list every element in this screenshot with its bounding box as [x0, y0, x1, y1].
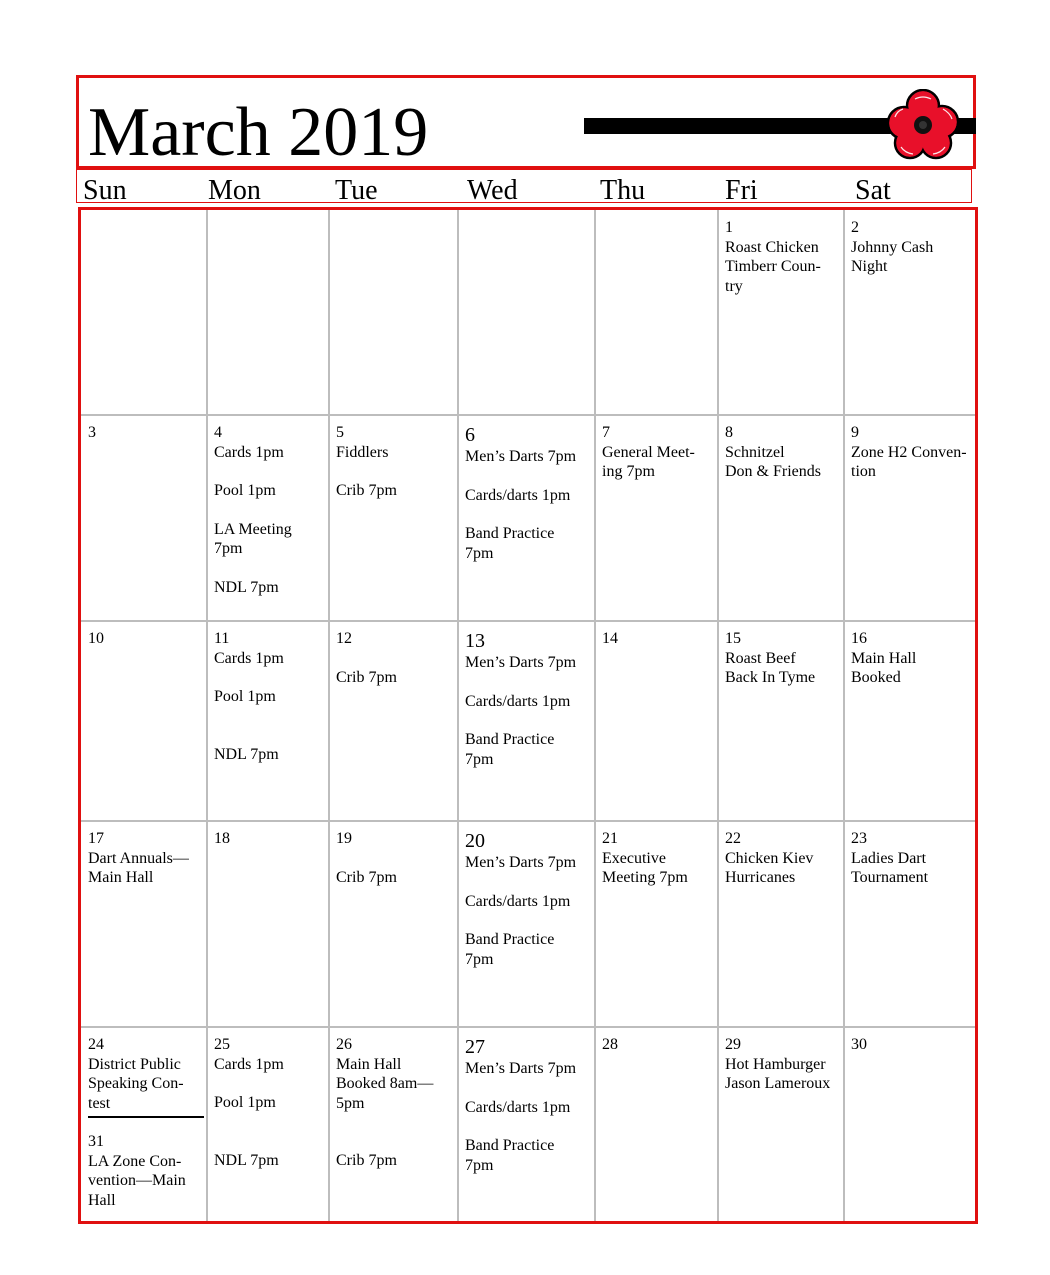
day-cell-sun[interactable] — [81, 1027, 207, 1224]
weekday-header — [76, 169, 972, 206]
day-cell-thu[interactable] — [595, 415, 718, 621]
day-cell-sat[interactable] — [844, 210, 978, 415]
event-text: vention—Main — [88, 1172, 186, 1189]
event-text: Roast Chicken — [725, 238, 819, 256]
day-number: 13 — [465, 630, 485, 652]
event-text: Pool 1pm — [214, 482, 276, 499]
day-number: 12 — [336, 630, 352, 647]
event-text: Pool 1pm — [214, 1094, 276, 1111]
event-text: 7pm — [465, 950, 494, 968]
event-gap — [336, 649, 454, 668]
weekday-sat: Sat — [855, 175, 891, 206]
poppy-icon — [885, 89, 961, 161]
event-gap — [214, 501, 325, 520]
day-cell-mon[interactable] — [207, 1027, 329, 1224]
day-number: 22 — [725, 830, 741, 847]
event-text: Crib 7pm — [336, 482, 397, 499]
event-text: Hall — [88, 1191, 116, 1209]
event-text: Pool 1pm — [214, 688, 276, 705]
event-text: test — [88, 1094, 111, 1112]
event-text: try — [725, 277, 743, 295]
event-text: Jason Lameroux — [725, 1075, 831, 1092]
event-gap — [465, 467, 591, 486]
day-cell-sat[interactable] — [844, 415, 978, 621]
day-number: 11 — [214, 630, 230, 647]
event-gap — [465, 1079, 591, 1098]
event-gap — [465, 673, 591, 692]
day-number: 14 — [602, 630, 618, 647]
day-cell-fri[interactable] — [718, 415, 844, 621]
event-text: NDL 7pm — [214, 1151, 279, 1169]
calendar-grid — [78, 207, 978, 1224]
event-text: Roast Beef — [725, 649, 796, 667]
event-text: Main Hall — [88, 869, 154, 886]
event-text: District Public — [88, 1055, 181, 1073]
event-text: Men’s Darts 7pm — [465, 654, 577, 671]
day-number: 17 — [88, 830, 104, 847]
day-number: 23 — [851, 830, 867, 847]
day-number: 15 — [725, 630, 741, 647]
weekday-sun: Sun — [83, 175, 127, 206]
day-number: 30 — [851, 1036, 867, 1053]
day-cell-wed[interactable] — [458, 415, 595, 621]
event-text: Crib 7pm — [336, 1152, 397, 1169]
event-text: NDL 7pm — [214, 578, 279, 596]
event-text: Johnny Cash — [851, 238, 934, 256]
day-cell-wed[interactable] — [458, 210, 595, 415]
day-number: 9 — [851, 424, 859, 441]
event-gap — [465, 911, 591, 930]
event-text: Men’s Darts 7pm — [465, 854, 577, 871]
event-text: Don & Friends — [725, 463, 821, 480]
day-number: 18 — [214, 830, 230, 847]
day-number: 25 — [214, 1036, 230, 1053]
day-cell-tue[interactable] — [329, 415, 458, 621]
day-cell-wed[interactable] — [458, 821, 595, 1027]
event-text: Band Practice — [465, 731, 555, 748]
event-gap — [336, 849, 454, 868]
calendar-header — [76, 75, 976, 169]
event-gap — [465, 1117, 591, 1136]
event-text: tion — [851, 463, 876, 480]
day-cell-mon[interactable] — [207, 415, 329, 621]
event-gap — [214, 1074, 325, 1093]
event-text: Meeting 7pm — [602, 869, 688, 886]
event-gap — [214, 462, 325, 481]
event-gap — [336, 1113, 454, 1132]
event-gap — [214, 559, 325, 578]
event-text: Timberr Coun- — [725, 258, 821, 275]
event-text: Back In Tyme — [725, 669, 816, 686]
event-text: Booked — [851, 669, 901, 686]
day-cell-sat[interactable] — [844, 821, 978, 1027]
day-cell-sat[interactable] — [844, 621, 978, 821]
event-text: Ladies Dart — [851, 849, 927, 867]
day-cell-sun[interactable] — [81, 210, 207, 415]
event-gap — [214, 668, 325, 687]
event-text: Fiddlers — [336, 443, 389, 461]
event-text: 7pm — [465, 750, 494, 768]
day-cell-mon[interactable] — [207, 821, 329, 1027]
event-text: LA Meeting — [214, 520, 292, 538]
day-cell-tue[interactable] — [329, 821, 458, 1027]
day-number: 21 — [602, 830, 618, 847]
event-gap — [465, 873, 591, 892]
day-cell-mon[interactable] — [207, 621, 329, 821]
day-number: 20 — [465, 830, 485, 852]
event-text: Speaking Con- — [88, 1075, 184, 1092]
event-text: Crib 7pm — [336, 668, 397, 686]
day-cell-sun[interactable] — [81, 821, 207, 1027]
event-text: Band Practice — [465, 931, 555, 948]
event-text: Booked 8am— — [336, 1075, 434, 1092]
weekday-tue: Tue — [335, 175, 378, 206]
day-number: 24 — [88, 1036, 104, 1053]
day-separator — [88, 1116, 204, 1118]
day-cell-thu[interactable] — [595, 821, 718, 1027]
event-text: NDL 7pm — [214, 745, 279, 763]
weekday-mon: Mon — [208, 175, 261, 206]
event-text: Main Hall — [851, 649, 917, 667]
day-number: 5 — [336, 424, 344, 441]
day-number: 3 — [88, 424, 96, 441]
day-cell-thu[interactable] — [595, 621, 718, 821]
day-number: 7 — [602, 424, 610, 441]
event-gap — [214, 707, 325, 726]
event-text: Cards 1pm — [214, 649, 284, 667]
event-text: Tournament — [851, 869, 929, 886]
day-number: 6 — [465, 424, 475, 446]
event-text: Cards/darts 1pm — [465, 486, 571, 504]
event-text: 7pm — [465, 544, 494, 562]
event-gap — [214, 726, 325, 745]
day-cell-fri[interactable] — [718, 621, 844, 821]
day-number: 19 — [336, 830, 352, 847]
day-number: 10 — [88, 630, 104, 647]
event-gap — [465, 711, 591, 730]
event-gap — [465, 505, 591, 524]
day-cell-wed[interactable] — [458, 1027, 595, 1224]
day-number: 31 — [88, 1133, 104, 1150]
event-text: Hot Hamburger — [725, 1055, 826, 1073]
event-text: Dart Annuals— — [88, 849, 189, 867]
event-text: General Meet- — [602, 443, 695, 461]
event-text: 7pm — [465, 1156, 494, 1174]
event-gap — [336, 462, 454, 481]
day-number: 26 — [336, 1036, 352, 1053]
weekday-thu: Thu — [600, 175, 646, 206]
event-gap — [214, 1132, 325, 1151]
day-cell-fri[interactable] — [718, 821, 844, 1027]
weekday-wed: Wed — [467, 175, 518, 206]
event-text: Schnitzel — [725, 443, 785, 461]
event-text: Night — [851, 258, 888, 275]
day-number: 1 — [725, 219, 733, 236]
day-number: 2 — [851, 219, 859, 236]
event-text: Cards 1pm — [214, 443, 284, 461]
day-cell-mon[interactable] — [207, 210, 329, 415]
event-text: Band Practice — [465, 1137, 555, 1154]
event-text: Band Practice — [465, 525, 555, 542]
event-text: Men’s Darts 7pm — [465, 448, 577, 465]
day-cell-fri[interactable] — [718, 210, 844, 415]
event-text: Cards/darts 1pm — [465, 692, 571, 710]
event-text: Cards/darts 1pm — [465, 892, 571, 910]
event-gap — [214, 1113, 325, 1132]
day-cell-fri[interactable] — [718, 1027, 844, 1224]
day-cell-sun[interactable] — [81, 415, 207, 621]
day-number: 29 — [725, 1036, 741, 1053]
event-text: Crib 7pm — [336, 868, 397, 886]
event-text: Executive — [602, 849, 666, 867]
day-number: 4 — [214, 424, 222, 441]
day-number: 28 — [602, 1036, 618, 1053]
event-text: Cards/darts 1pm — [465, 1098, 571, 1116]
event-text: 7pm — [214, 540, 243, 557]
event-text: ing 7pm — [602, 463, 655, 480]
event-text: Chicken Kiev — [725, 849, 814, 867]
event-gap — [336, 1132, 454, 1151]
day-cell-tue[interactable] — [329, 1027, 458, 1224]
event-text: 5pm — [336, 1094, 365, 1112]
weekday-fri: Fri — [725, 175, 758, 206]
event-text: Hurricanes — [725, 869, 796, 886]
day-cell-sun[interactable] — [81, 621, 207, 821]
event-text: Men’s Darts 7pm — [465, 1060, 577, 1077]
day-cell-thu[interactable] — [595, 1027, 718, 1224]
day-cell-wed[interactable] — [458, 621, 595, 821]
event-text: Zone H2 Conven- — [851, 443, 967, 461]
day-cell-thu[interactable] — [595, 210, 718, 415]
event-text: Cards 1pm — [214, 1055, 284, 1073]
event-text: LA Zone Con- — [88, 1152, 182, 1170]
day-number: 8 — [725, 424, 733, 441]
day-cell-tue[interactable] — [329, 621, 458, 821]
day-cell-tue[interactable] — [329, 210, 458, 415]
day-cell-sat[interactable] — [844, 1027, 978, 1224]
page-title: March 2019 — [88, 94, 429, 171]
day-number: 16 — [851, 630, 867, 647]
day-number: 27 — [465, 1036, 485, 1058]
event-text: Main Hall — [336, 1055, 402, 1073]
